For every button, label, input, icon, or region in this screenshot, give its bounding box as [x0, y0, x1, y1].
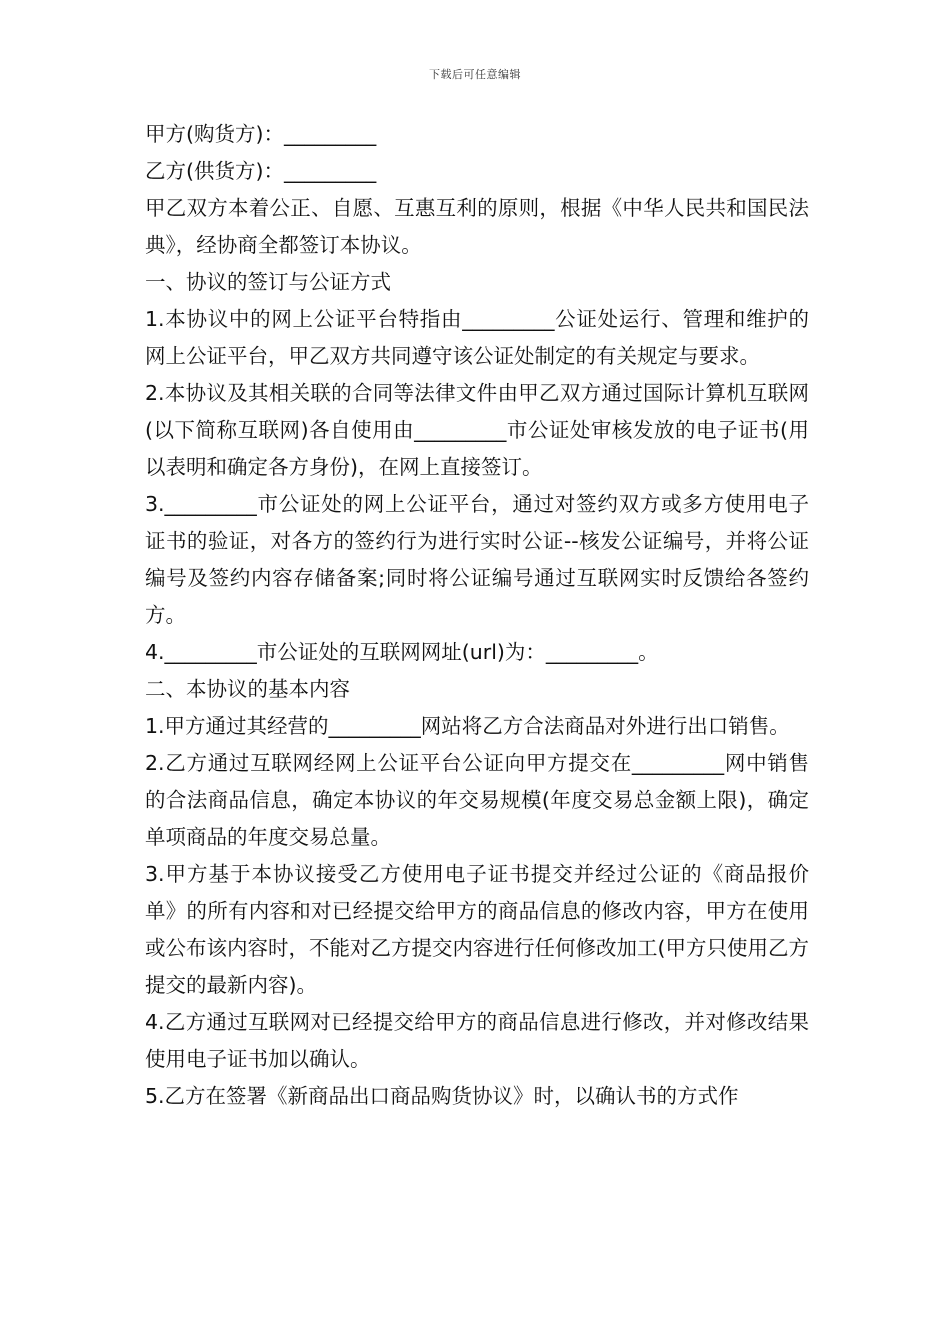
- section-heading-2: 二、本协议的基本内容: [145, 677, 350, 701]
- clause-2-5: 5.乙方在签署《新商品出口商品购货协议》时，以确认书的方式作: [145, 1084, 739, 1108]
- party-a-line: 甲方(购货方)：_________: [145, 122, 377, 146]
- page-header-note: 下载后可任意编辑: [429, 68, 521, 81]
- preamble-paragraph: 甲乙双方本着公正、自愿、互惠互利的原则，根据《中华人民共和国民法典》，经协商全都签订本协议。: [145, 196, 809, 257]
- clause-1-1: 1.本协议中的网上公证平台特指由_________公证处运行、管理和维护的网上公证平台，甲乙双方共同遵守该公证处制定的有关规定与要求。: [145, 307, 809, 368]
- clause-1-2: 2.本协议及其相关联的合同等法律文件由甲乙双方通过国际计算机互联网(以下简称互联网)各自使用由_________市公证处审核发放的电子证书(用以表明和确定各方身份)，在网上直接签订。: [145, 381, 809, 479]
- document-body: [145, 116, 809, 1115]
- clause-2-4: 4.乙方通过互联网对已经提交给甲方的商品信息进行修改，并对修改结果使用电子证书加以确认。: [145, 1010, 809, 1071]
- clause-2-1: 1.甲方通过其经营的_________网站将乙方合法商品对外进行出口销售。: [145, 714, 790, 738]
- party-b-line: 乙方(供货方)：_________: [145, 159, 377, 183]
- clause-1-3: 3._________市公证处的网上公证平台，通过对签约双方或多方使用电子证书的验证，对各方的签约行为进行实时公证--核发公证编号，并将公证编号及签约内容存储备案;同时将公证编号通过互联网实时反馈给各签约方。: [145, 492, 809, 627]
- clause-2-2: 2.乙方通过互联网经网上公证平台公证向甲方提交在_________网中销售的合法商品信息，确定本协议的年交易规模(年度交易总金额上限)，确定单项商品的年度交易总量。: [145, 751, 809, 849]
- clause-2-3: 3.甲方基于本协议接受乙方使用电子证书提交并经过公证的《商品报价单》的所有内容和对已经提交给甲方的商品信息的修改内容，甲方在使用或公布该内容时，不能对乙方提交内容进行任何修改加工(甲方只使用乙方提交的最新内容)。: [145, 862, 809, 997]
- section-heading-1: 一、协议的签订与公证方式: [145, 270, 391, 294]
- clause-1-4: 4._________市公证处的互联网网址(url)为：_________。: [145, 640, 659, 664]
